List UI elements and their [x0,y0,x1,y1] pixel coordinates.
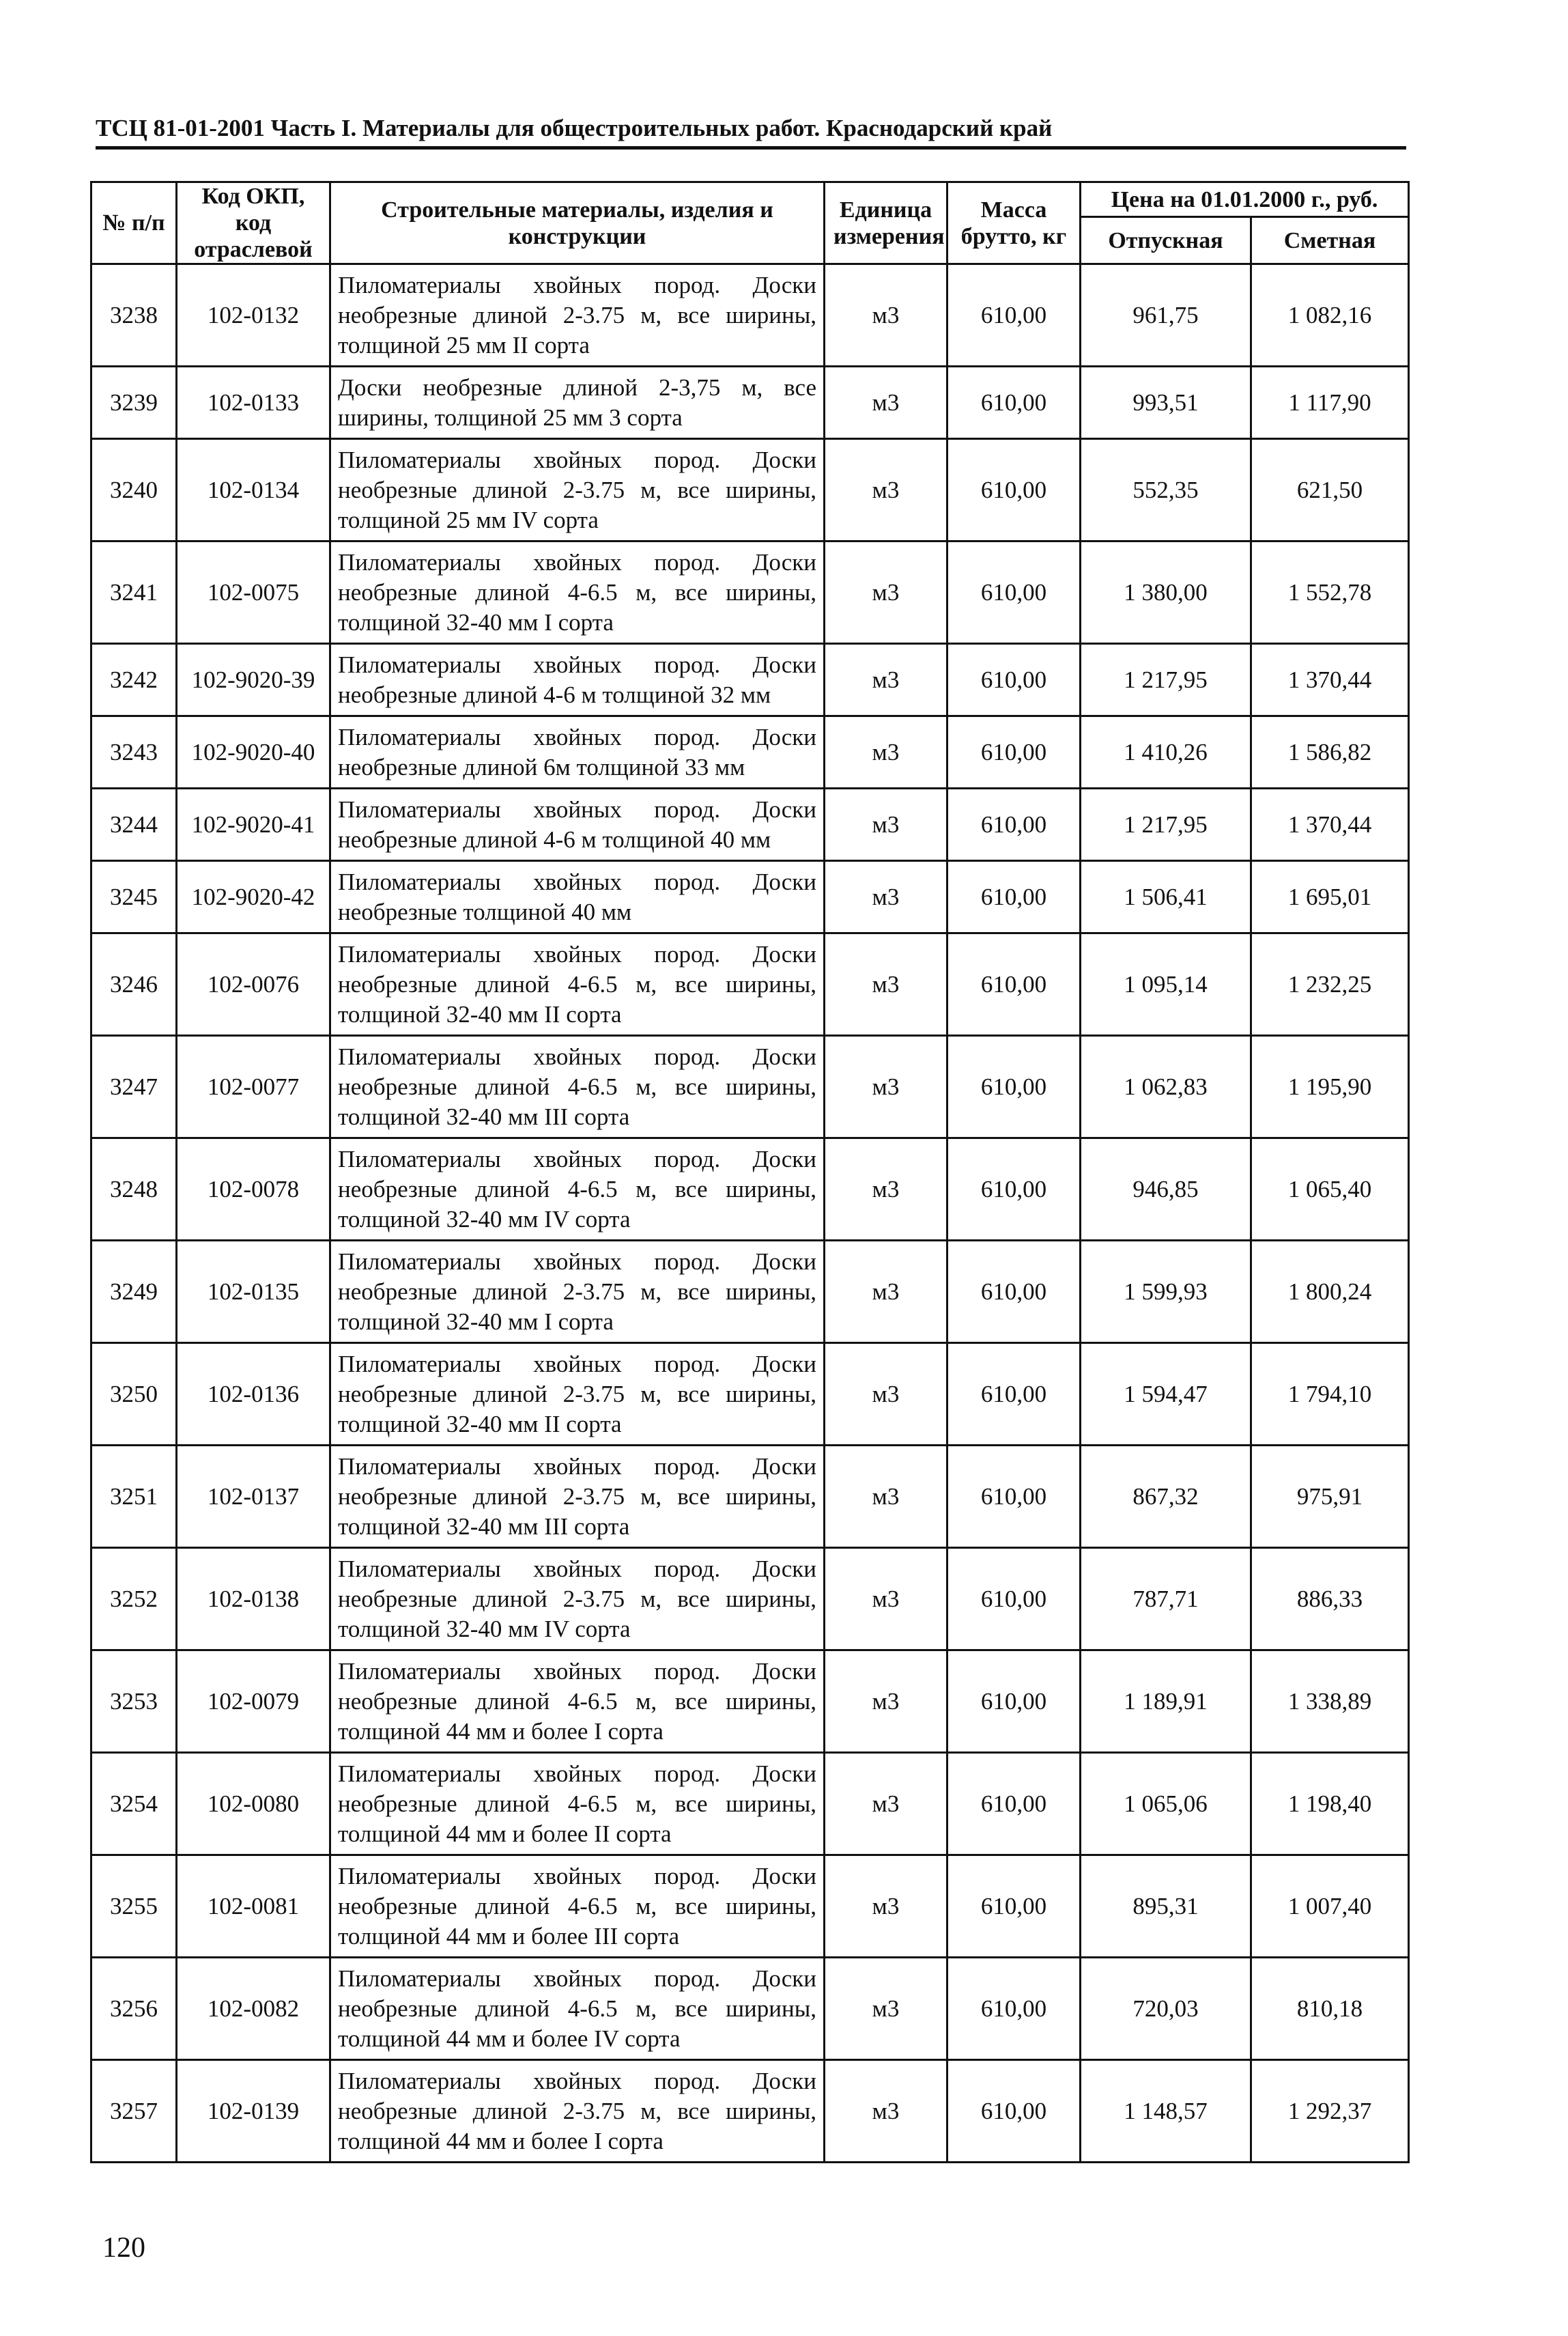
row-num: 3255 [91,1855,177,1958]
row-mass: 610,00 [947,644,1081,716]
row-unit: м3 [825,1548,947,1650]
row-code: 102-0137 [177,1446,330,1548]
row-mass: 610,00 [947,1650,1081,1753]
row-price-release: 1 065,06 [1081,1753,1251,1855]
row-code: 102-0080 [177,1753,330,1855]
row-price-estimate: 1 794,10 [1251,1343,1409,1446]
row-mass: 610,00 [947,264,1081,367]
row-mass: 610,00 [947,861,1081,933]
row-unit: м3 [825,1650,947,1753]
col-header-name: Строительные материалы, изделия и конструкции [330,182,825,264]
table-row [91,1855,1409,1958]
table-row [91,1241,1409,1343]
table-row [91,716,1409,789]
row-price-release: 895,31 [1081,1855,1251,1958]
col-header-num: № п/п [91,182,177,264]
row-code: 102-0135 [177,1241,330,1343]
row-num: 3243 [91,716,177,789]
table-row [91,861,1409,933]
table-row [91,367,1409,439]
row-unit: м3 [825,1241,947,1343]
row-price-estimate: 886,33 [1251,1548,1409,1650]
row-price-release: 867,32 [1081,1446,1251,1548]
row-num: 3254 [91,1753,177,1855]
row-code: 102-0133 [177,367,330,439]
row-num: 3250 [91,1343,177,1446]
table-row [91,644,1409,716]
row-name: Пиломатериалы хвойных пород. Доски необрезные длиной 4-6 м толщиной 32 мм [330,644,825,716]
row-code: 102-0082 [177,1958,330,2060]
col-header-price-estimate: Сметная [1251,217,1409,264]
row-unit: м3 [825,716,947,789]
row-price-release: 1 380,00 [1081,541,1251,644]
row-num: 3256 [91,1958,177,2060]
row-code: 102-0081 [177,1855,330,1958]
row-price-release: 1 062,83 [1081,1036,1251,1138]
row-unit: м3 [825,861,947,933]
row-name: Пиломатериалы хвойных пород. Доски необрезные толщиной 40 мм [330,861,825,933]
row-mass: 610,00 [947,1855,1081,1958]
row-code: 102-9020-40 [177,716,330,789]
row-price-release: 720,03 [1081,1958,1251,2060]
row-num: 3246 [91,933,177,1036]
price-table [90,181,1410,2163]
table-row [91,541,1409,644]
row-code: 102-0132 [177,264,330,367]
row-price-release: 961,75 [1081,264,1251,367]
row-mass: 610,00 [947,933,1081,1036]
row-num: 3244 [91,789,177,861]
table-row [91,789,1409,861]
row-code: 102-0077 [177,1036,330,1138]
row-price-estimate: 1 117,90 [1251,367,1409,439]
row-price-estimate: 1 198,40 [1251,1753,1409,1855]
row-unit: м3 [825,439,947,541]
row-name: Доски необрезные длиной 2-3,75 м, все ширины, толщиной 25 мм 3 сорта [330,367,825,439]
row-price-release: 946,85 [1081,1138,1251,1241]
row-price-estimate: 975,91 [1251,1446,1409,1548]
row-num: 3239 [91,367,177,439]
row-price-release: 1 410,26 [1081,716,1251,789]
row-mass: 610,00 [947,1446,1081,1548]
row-num: 3257 [91,2060,177,2163]
row-unit: м3 [825,2060,947,2163]
row-num: 3241 [91,541,177,644]
row-name: Пиломатериалы хвойных пород. Доски необрезные длиной 2-3.75 м, все ширины, толщиной 25 мм IV сорта [330,439,825,541]
table-row [91,2060,1409,2163]
row-price-estimate: 1 082,16 [1251,264,1409,367]
row-unit: м3 [825,1855,947,1958]
row-unit: м3 [825,1753,947,1855]
row-num: 3251 [91,1446,177,1548]
table-row [91,1753,1409,1855]
row-unit: м3 [825,933,947,1036]
row-price-release: 1 599,93 [1081,1241,1251,1343]
table-row [91,1446,1409,1548]
col-header-price-release: Отпускная [1081,217,1251,264]
row-unit: м3 [825,1036,947,1138]
row-num: 3249 [91,1241,177,1343]
row-price-release: 1 189,91 [1081,1650,1251,1753]
row-price-estimate: 1 338,89 [1251,1650,1409,1753]
row-unit: м3 [825,264,947,367]
row-price-release: 787,71 [1081,1548,1251,1650]
row-price-estimate: 810,18 [1251,1958,1409,2060]
row-price-estimate: 1 800,24 [1251,1241,1409,1343]
row-code: 102-9020-39 [177,644,330,716]
row-unit: м3 [825,1138,947,1241]
row-name: Пиломатериалы хвойных пород. Доски необрезные длиной 2-3.75 м, все ширины, толщиной 32-40 мм I сорта [330,1241,825,1343]
row-price-estimate: 1 007,40 [1251,1855,1409,1958]
table-row [91,1036,1409,1138]
row-code: 102-9020-41 [177,789,330,861]
row-price-estimate: 1 292,37 [1251,2060,1409,2163]
row-name: Пиломатериалы хвойных пород. Доски необрезные длиной 4-6.5 м, все ширины, толщиной 32-40 мм I сорта [330,541,825,644]
row-unit: м3 [825,644,947,716]
row-mass: 610,00 [947,789,1081,861]
row-name: Пиломатериалы хвойных пород. Доски необрезные длиной 2-3.75 м, все ширины, толщиной 25 мм II сорта [330,264,825,367]
table-row [91,1958,1409,2060]
row-code: 102-0138 [177,1548,330,1650]
row-num: 3238 [91,264,177,367]
row-mass: 610,00 [947,367,1081,439]
row-code: 102-0076 [177,933,330,1036]
row-unit: м3 [825,541,947,644]
row-price-estimate: 1 695,01 [1251,861,1409,933]
row-price-release: 1 217,95 [1081,644,1251,716]
page-number: 120 [102,2232,145,2264]
row-name: Пиломатериалы хвойных пород. Доски необрезные длиной 4-6.5 м, все ширины, толщиной 44 мм и более II сорта [330,1753,825,1855]
row-num: 3253 [91,1650,177,1753]
col-header-code: Код ОКП, код отраслевой [177,182,330,264]
row-name: Пиломатериалы хвойных пород. Доски необрезные длиной 2-3.75 м, все ширины, толщиной 32-40 мм III сорта [330,1446,825,1548]
row-mass: 610,00 [947,2060,1081,2163]
row-name: Пиломатериалы хвойных пород. Доски необрезные длиной 4-6.5 м, все ширины, толщиной 32-40 мм IV сорта [330,1138,825,1241]
row-name: Пиломатериалы хвойных пород. Доски необрезные длиной 2-3.75 м, все ширины, толщиной 32-40 мм II сорта [330,1343,825,1446]
row-price-estimate: 1 370,44 [1251,644,1409,716]
row-name: Пиломатериалы хвойных пород. Доски необрезные длиной 4-6.5 м, все ширины, толщиной 44 мм и более III сорта [330,1855,825,1958]
row-name: Пиломатериалы хвойных пород. Доски необрезные длиной 6м толщиной 33 мм [330,716,825,789]
row-price-estimate: 1 586,82 [1251,716,1409,789]
row-num: 3248 [91,1138,177,1241]
row-code: 102-0078 [177,1138,330,1241]
row-unit: м3 [825,1958,947,2060]
row-mass: 610,00 [947,1138,1081,1241]
row-price-release: 1 506,41 [1081,861,1251,933]
row-price-estimate: 1 232,25 [1251,933,1409,1036]
row-num: 3247 [91,1036,177,1138]
row-price-estimate: 1 552,78 [1251,541,1409,644]
row-mass: 610,00 [947,1036,1081,1138]
row-mass: 610,00 [947,1958,1081,2060]
row-num: 3240 [91,439,177,541]
row-num: 3252 [91,1548,177,1650]
table-row [91,1548,1409,1650]
page-header: ТСЦ 81-01-2001 Часть I. Материалы для общестроительных работ. Краснодарский край [96,115,1053,141]
row-price-estimate: 1 195,90 [1251,1036,1409,1138]
table-row [91,1138,1409,1241]
table-row [91,933,1409,1036]
row-code: 102-0079 [177,1650,330,1753]
table-row [91,1650,1409,1753]
row-price-estimate: 621,50 [1251,439,1409,541]
row-name: Пиломатериалы хвойных пород. Доски необрезные длиной 2-3.75 м, все ширины, толщиной 44 мм и более I сорта [330,2060,825,2163]
row-name: Пиломатериалы хвойных пород. Доски необрезные длиной 4-6.5 м, все ширины, толщиной 44 мм и более IV сорта [330,1958,825,2060]
row-price-estimate: 1 370,44 [1251,789,1409,861]
table-row [91,439,1409,541]
row-price-release: 552,35 [1081,439,1251,541]
row-num: 3242 [91,644,177,716]
row-mass: 610,00 [947,1343,1081,1446]
row-unit: м3 [825,1343,947,1446]
row-unit: м3 [825,789,947,861]
row-price-release: 1 095,14 [1081,933,1251,1036]
row-price-release: 1 217,95 [1081,789,1251,861]
row-name: Пиломатериалы хвойных пород. Доски необрезные длиной 4-6.5 м, все ширины, толщиной 44 мм и более I сорта [330,1650,825,1753]
row-name: Пиломатериалы хвойных пород. Доски необрезные длиной 4-6.5 м, все ширины, толщиной 32-40 мм III сорта [330,1036,825,1138]
col-header-mass: Масса брутто, кг [947,182,1081,264]
table-row [91,264,1409,367]
row-price-estimate: 1 065,40 [1251,1138,1409,1241]
row-mass: 610,00 [947,1753,1081,1855]
row-mass: 610,00 [947,439,1081,541]
table-row [91,1343,1409,1446]
row-unit: м3 [825,1446,947,1548]
row-price-release: 1 594,47 [1081,1343,1251,1446]
header-rule [96,146,1406,150]
col-header-unit: Единица измерения [825,182,947,264]
row-num: 3245 [91,861,177,933]
row-name: Пиломатериалы хвойных пород. Доски необрезные длиной 2-3.75 м, все ширины, толщиной 32-40 мм IV сорта [330,1548,825,1650]
row-code: 102-0075 [177,541,330,644]
row-mass: 610,00 [947,716,1081,789]
row-code: 102-0139 [177,2060,330,2163]
row-price-release: 1 148,57 [1081,2060,1251,2163]
row-code: 102-0134 [177,439,330,541]
row-unit: м3 [825,367,947,439]
row-price-release: 993,51 [1081,367,1251,439]
row-code: 102-0136 [177,1343,330,1446]
row-mass: 610,00 [947,1548,1081,1650]
row-mass: 610,00 [947,1241,1081,1343]
col-header-price-group: Цена на 01.01.2000 г., руб. [1081,182,1409,217]
row-mass: 610,00 [947,541,1081,644]
row-name: Пиломатериалы хвойных пород. Доски необрезные длиной 4-6 м толщиной 40 мм [330,789,825,861]
row-name: Пиломатериалы хвойных пород. Доски необрезные длиной 4-6.5 м, все ширины, толщиной 32-40 мм II сорта [330,933,825,1036]
row-code: 102-9020-42 [177,861,330,933]
